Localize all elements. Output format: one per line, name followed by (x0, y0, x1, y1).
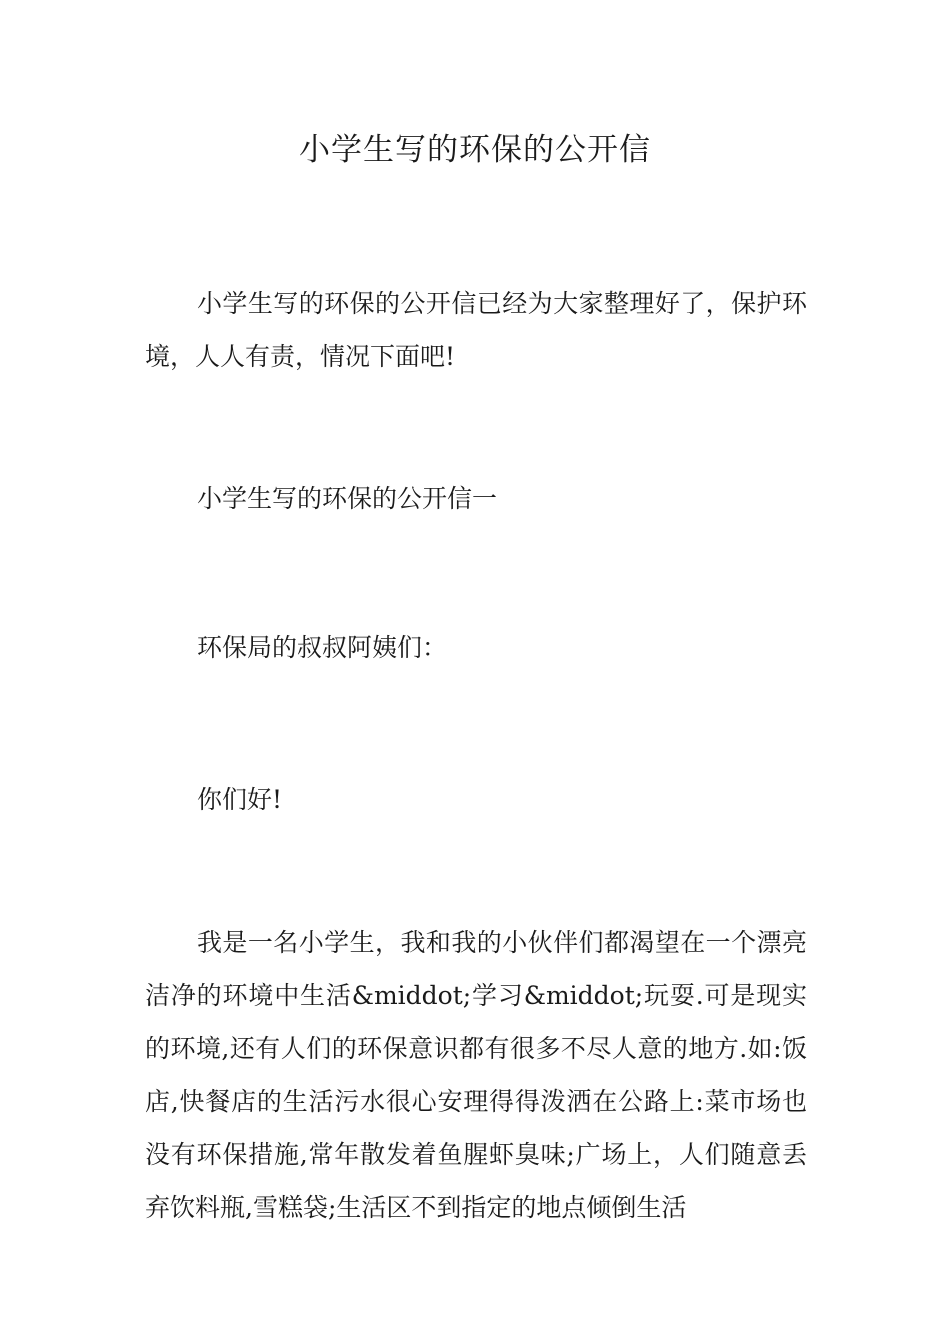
body-paragraph: 我是一名小学生，我和我的小伙伴们都渴望在一个漂亮洁净的环境中生活&middot;学习&middot;玩耍.可是现实的环境,还有人们的环保意识都有很多不尽人意的地方.如:饭店,快餐店的生活污水很心安理得得泼洒在公路上:菜市场也没有环保措施,常年散发着鱼腥虾臭味;广场上，人们随意丢弃饮料瓶,雪糕袋;生活区不到指定的地点倾倒生活 (145, 928, 807, 1222)
letter-heading: 小学生写的环保的公开信一 (197, 484, 498, 513)
salutation: 环保局的叔叔阿姨们： (197, 633, 448, 662)
intro-paragraph: 小学生写的环保的公开信已经为大家整理好了，保护环境，人人有责，情况下面吧! (145, 289, 807, 371)
document-title: 小学生写的环保的公开信 (299, 132, 651, 168)
greeting: 你们好! (197, 785, 283, 814)
